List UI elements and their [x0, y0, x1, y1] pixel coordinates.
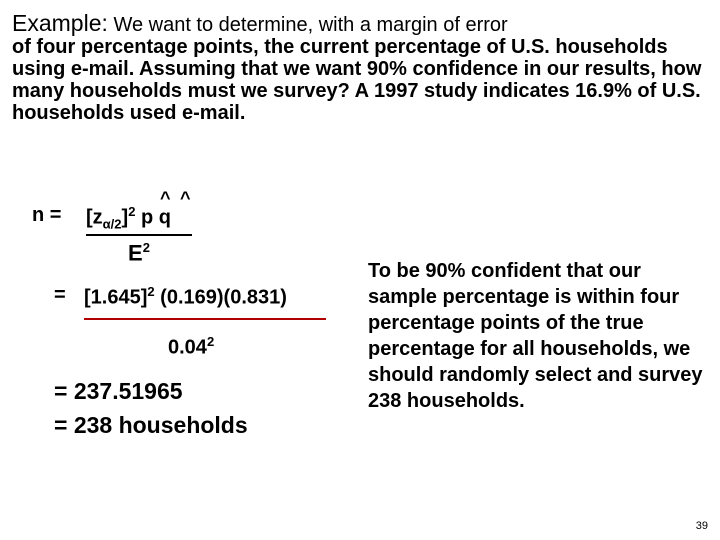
formula-numerator: $[z_{\alpha/2}]^2$ p q	[86, 204, 171, 232]
substitution-numerator: $[1.645]^2$ (0.169)(0.831)	[84, 284, 287, 309]
q-hat-caret-icon: ^	[180, 188, 191, 208]
sample-size-formula	[32, 204, 61, 227]
alpha-half-subscript: α/2	[102, 216, 122, 232]
example-label: Example:	[12, 10, 108, 36]
problem-body: of four percentage points, the current percentage of U.S. households using e-mail. Assuming that we want 90% confidence in our results, how many households must we survey? A 1997 study indicates 16.9% of U.S. households used e-mail.	[12, 36, 702, 124]
result-rounded: = 238 households	[54, 412, 248, 438]
substitution-fraction-bar	[84, 318, 326, 320]
page-number: 39	[695, 520, 708, 532]
conclusion-text: To be 90% confident that our sample percentage is within four percentage points of the true percentage for all households, we should randomly select and survey 238 households.	[368, 260, 703, 412]
problem-first-line: We want to determine, with a margin of error	[113, 14, 508, 36]
result-exact: = 237.51965	[54, 378, 183, 404]
problem-statement	[12, 12, 702, 124]
formula-fraction-bar	[86, 234, 192, 236]
formula-lhs: n =	[32, 204, 62, 226]
p-hat: p	[140, 206, 154, 229]
q-hat: q	[158, 206, 171, 229]
p-hat-caret-icon: ^	[160, 188, 171, 208]
substitution-eq: =	[54, 284, 66, 306]
formula-denominator: $E^2$	[128, 240, 150, 266]
substitution-denominator: 0.04$^2$	[168, 334, 215, 359]
